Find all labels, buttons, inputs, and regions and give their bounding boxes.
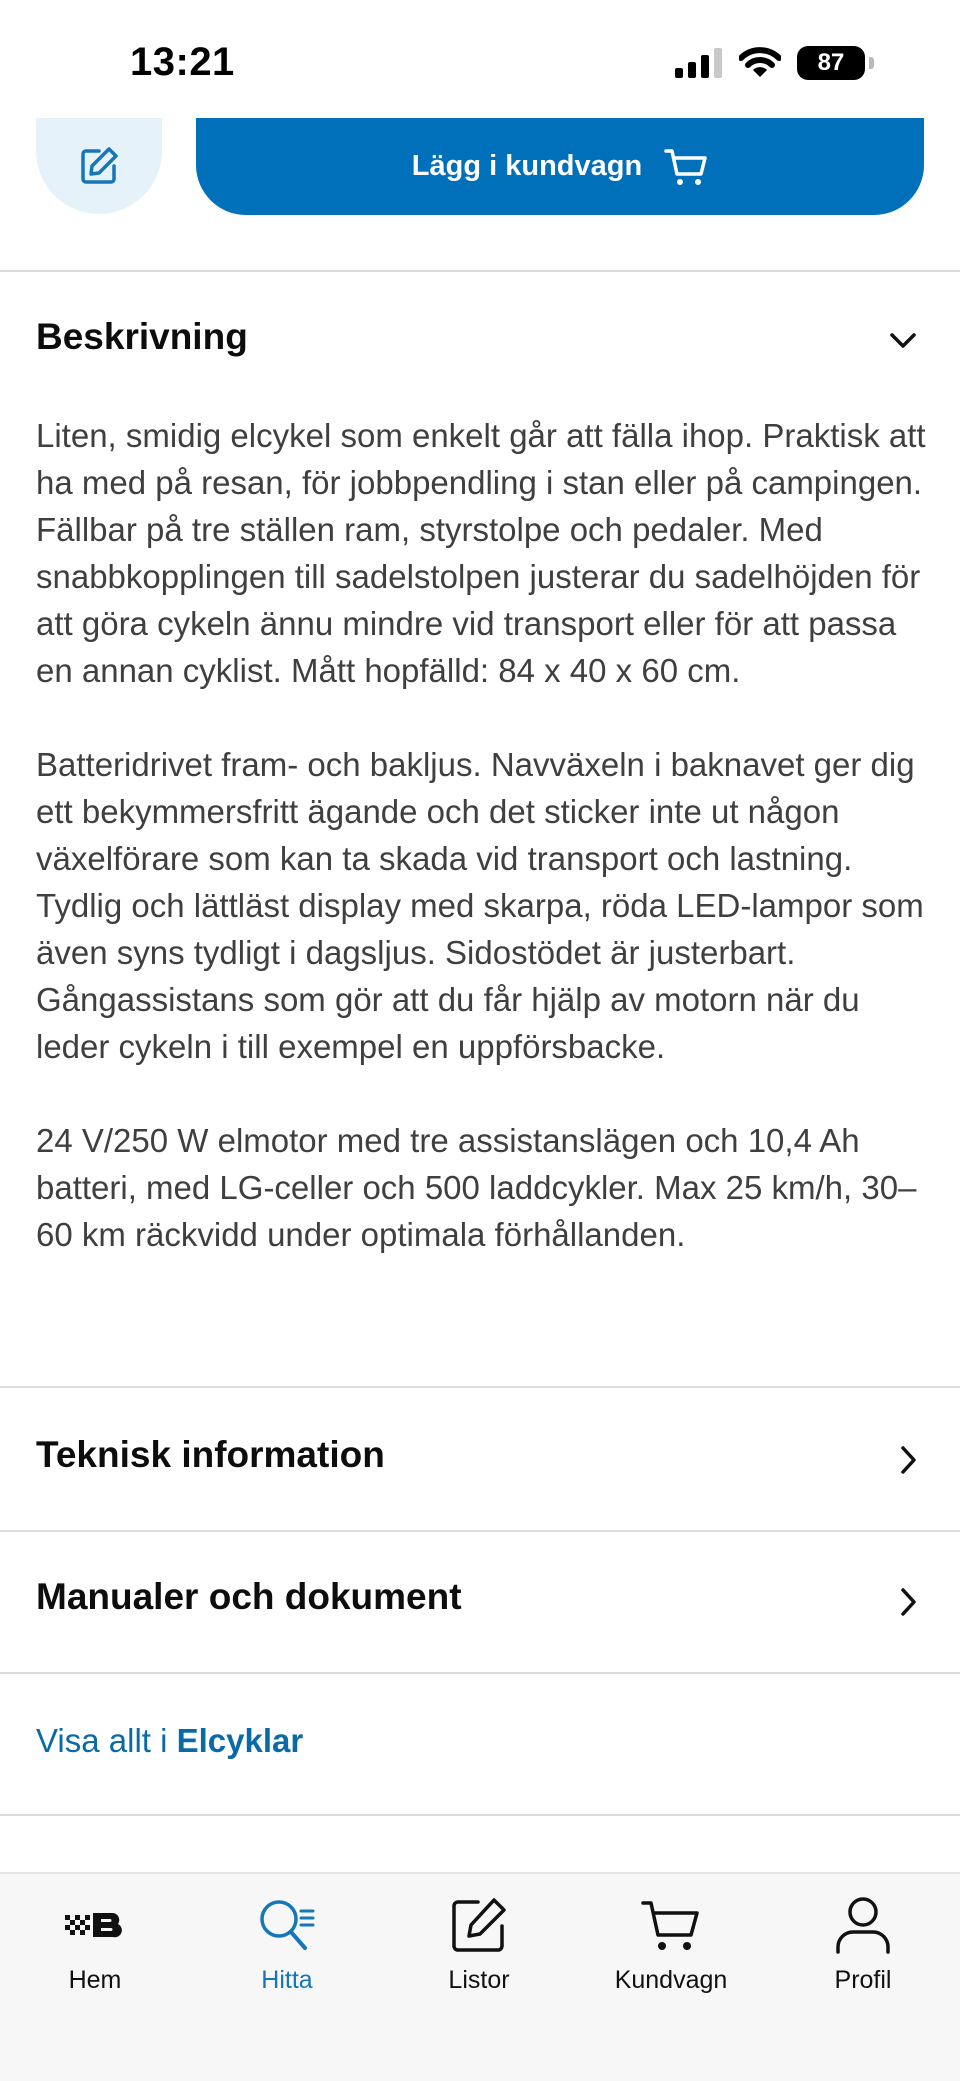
chevron-down-icon[interactable] <box>888 330 918 350</box>
status-time: 13:21 <box>130 40 235 84</box>
edit-icon <box>79 146 119 186</box>
description-title: Beskrivning <box>36 316 248 357</box>
edit-list-icon <box>450 1896 508 1954</box>
tab-kundvagn[interactable] <box>591 1892 751 1995</box>
bottom-tab-bar <box>0 1872 960 2081</box>
add-to-cart-label: Lägg i kundvagn <box>411 150 643 182</box>
description-text <box>36 412 936 1258</box>
tab-label: Hem <box>68 1966 122 1994</box>
battery-level: 87 <box>817 49 845 76</box>
cart-icon <box>641 1897 701 1953</box>
search-list-icon <box>257 1897 317 1953</box>
description-paragraph: Liten, smidig elcykel som enkelt går att fälla ihop. Praktisk att ha med på resan, för jobbpendling i stan eller på campingen. Fällbar på tre ställen ram, styrstolpe och pedaler. Med snabbkopplingen till sadelstolpen justerar du sadelhöjden för att göra cykeln ännu mindre vid transport eller för att passa en annan cyklist. Mått hopfälld: 84 x 40 x 60 cm. <box>36 417 926 689</box>
technical-info-label: Teknisk information <box>36 1434 385 1475</box>
add-to-list-button[interactable] <box>36 118 162 214</box>
tab-profil[interactable] <box>783 1892 943 1995</box>
show-all-category: Elcyklar <box>176 1722 304 1759</box>
tab-label: Kundvagn <box>614 1966 728 1994</box>
tab-label: Listor <box>448 1966 510 1994</box>
tab-hitta[interactable] <box>207 1892 367 1995</box>
show-all-prefix: Visa allt i <box>36 1722 168 1759</box>
status-icons <box>675 46 874 80</box>
tab-hem[interactable] <box>15 1892 175 1995</box>
brand-logo-icon <box>65 1911 125 1939</box>
manuals-label: Manualer och dokument <box>36 1576 462 1617</box>
status-bar <box>0 0 960 120</box>
cellular-signal-icon <box>675 48 723 78</box>
description-paragraph: Batteridrivet fram- och bakljus. Navväxeln i baknavet ger dig ett bekymmersfritt ägande och det sticker inte ut någon växelförare som kan ta skada vid transport och lastning. Tydlig och lättläst display med skarpa, röda LED-lampor som även syns tydligt i dagsljus. Sidostödet är justerbart. Gångassistans som gör att du får hjälp av motorn när du leder cykeln i till exempel en uppförsbacke. <box>36 746 924 1065</box>
chevron-right-icon <box>898 1444 918 1476</box>
manuals-row[interactable] <box>0 1532 960 1672</box>
divider <box>0 1814 960 1816</box>
divider <box>0 270 960 272</box>
add-to-cart-button[interactable] <box>196 118 924 215</box>
action-row <box>0 118 960 218</box>
profile-icon <box>833 1895 893 1955</box>
show-all-link[interactable] <box>36 1722 303 1760</box>
description-paragraph: 24 V/250 W elmotor med tre assistanslägen och 10,4 Ah batteri, med LG-celler och 500 laddcykler. Max 25 km/h, 30–60 km räckvidd under optimala förhållanden. <box>36 1122 917 1253</box>
tab-listor[interactable] <box>399 1892 559 1995</box>
chevron-right-icon <box>898 1586 918 1618</box>
wifi-icon <box>739 47 781 79</box>
divider <box>0 1672 960 1674</box>
tab-label: Profil <box>834 1966 892 1994</box>
technical-info-row[interactable] <box>0 1388 960 1530</box>
battery-cap <box>869 57 874 69</box>
cart-icon <box>664 147 708 187</box>
battery-icon <box>797 46 865 80</box>
tab-label: Hitta <box>261 1966 313 1994</box>
